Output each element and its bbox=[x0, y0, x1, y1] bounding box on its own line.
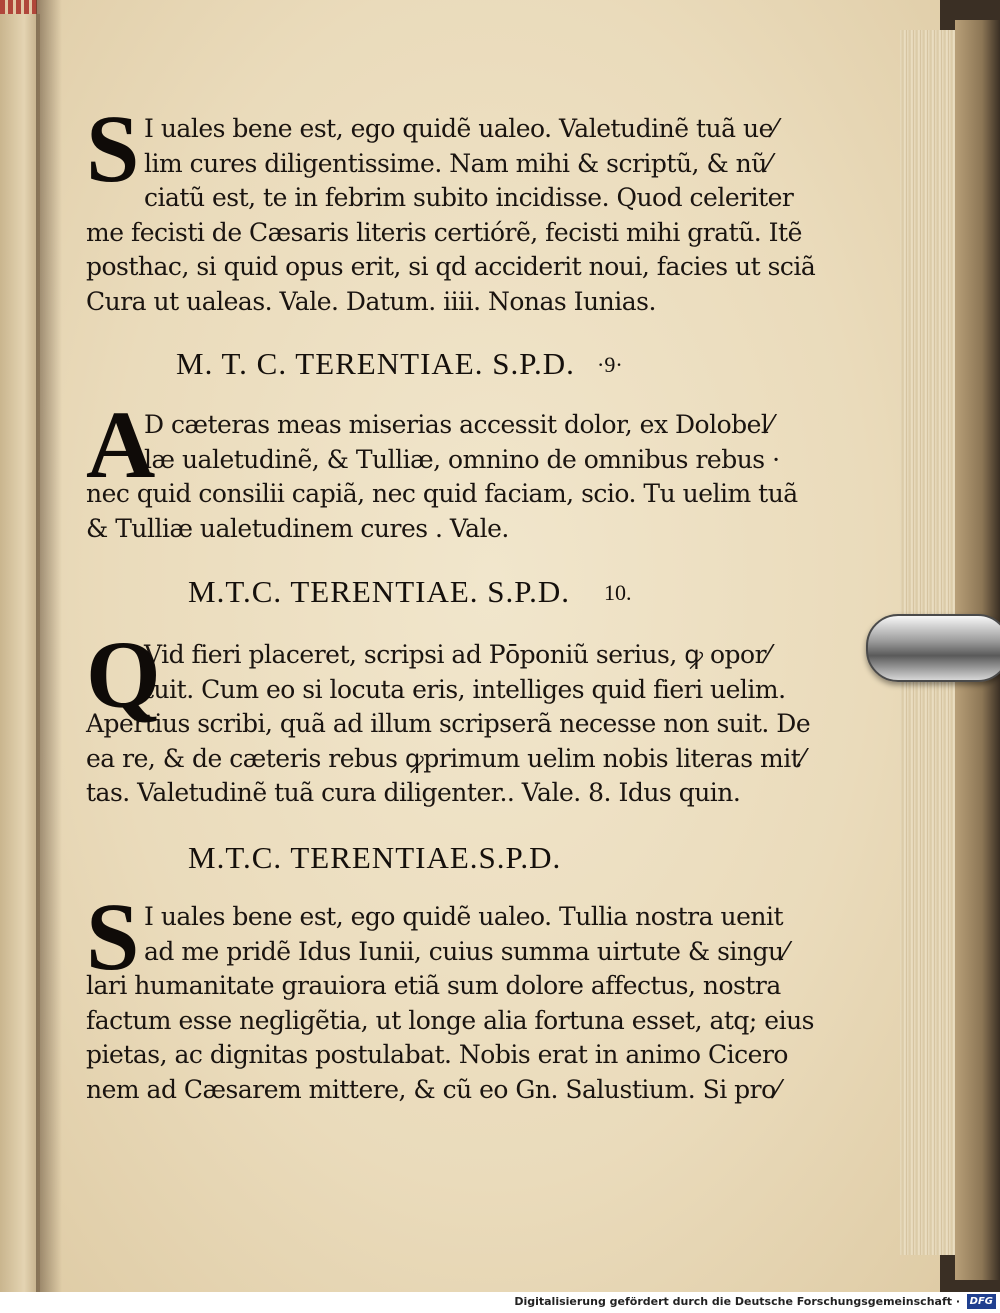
funding-notice: Digitalisierung gefördert durch die Deutsche Forschungsgemeinschaft · bbox=[514, 1295, 960, 1308]
text-line: læ ualetudinẽ, & Tulliæ, omnino de omnibus rebus · bbox=[144, 444, 780, 474]
page-clip bbox=[866, 614, 1000, 682]
text-line: ciatũ est, te in febrim subito incidisse. Quod celeriter bbox=[144, 183, 794, 212]
book-gutter bbox=[36, 0, 62, 1292]
drop-cap: S bbox=[86, 883, 140, 990]
letter-heading: M.T.C. TERENTIAE. S.P.D. bbox=[188, 574, 570, 609]
letter-number: 10. bbox=[604, 580, 632, 605]
text-line: tuit. Cum eo si locuta eris, intelliges quid fieri uelim. bbox=[144, 674, 786, 704]
text-line: & Tulliæ ualetudinem cures . Vale. bbox=[86, 513, 509, 543]
letter-3 bbox=[86, 621, 811, 811]
text-line: factum esse negligẽtia, ut longe alia fortuna esset, atq; eius bbox=[86, 1005, 815, 1035]
text-line: Cura ut ualeas. Vale. Datum. iiii. Nonas Iunias. bbox=[86, 286, 656, 316]
dfg-logo-icon: DFG bbox=[967, 1294, 996, 1309]
letter-heading: M. T. C. TERENTIAE. S.P.D. bbox=[176, 346, 575, 381]
text-line: lim cures diligentissime. Nam mihi & scriptũ, & nũ⁄ bbox=[144, 148, 771, 178]
footer-bar bbox=[0, 1292, 1000, 1313]
text-line: nem ad Cæsarem mittere, & cũ eo Gn. Salustium. Si pro⁄ bbox=[86, 1074, 780, 1104]
text-line: lari humanitate grauiora etiã sum dolore affectus, nostra bbox=[86, 971, 781, 1000]
text-line: Vid fieri placeret, scripsi ad Pōponiũ serius, ꝙ opor⁄ bbox=[144, 640, 770, 669]
letter-1 bbox=[86, 95, 816, 319]
text-line: nec quid consilii capiã, nec quid faciam, scio. Tu uelim tuã bbox=[86, 479, 798, 508]
text-line: me fecisti de Cæsaris literis certiórẽ, fecisti mihi gratũ. Itẽ bbox=[86, 217, 802, 247]
text-line: ea re, & de cæteris rebus ꝙprimum uelim nobis literas mit⁄ bbox=[86, 743, 804, 773]
drop-cap: S bbox=[86, 95, 140, 202]
letter-number: ·9· bbox=[597, 352, 623, 377]
letter-4 bbox=[86, 883, 815, 1107]
text-line: pietas, ac dignitas postulabat. Nobis erat in animo Cicero bbox=[86, 1040, 788, 1069]
text-line: D cæteras meas miserias accessit dolor, ex Dolobel⁄ bbox=[144, 410, 773, 439]
text-line: tas. Valetudinẽ tuã cura diligenter.. Vale. 8. Idus quin. bbox=[86, 778, 741, 807]
letter-2 bbox=[86, 391, 798, 546]
text-line: posthac, si quid opus erit, si qd acciderit noui, facies ut sciã bbox=[86, 252, 816, 281]
text-line: Apertius scribi, quã ad illum scripserã necesse non suit. De bbox=[86, 709, 811, 738]
text-line: I uales bene est, ego quidẽ ualeo. Tullia nostra uenit bbox=[144, 902, 784, 931]
text-line: ad me pridẽ Idus Iunii, cuius summa uirtute & singu⁄ bbox=[144, 936, 788, 966]
drop-cap: Q bbox=[86, 621, 161, 728]
drop-cap: A bbox=[86, 391, 156, 498]
text-line: I uales bene est, ego quidẽ ualeo. Valetudinẽ tuã ue⁄ bbox=[144, 114, 777, 143]
letter-heading: M.T.C. TERENTIAE.S.P.D. bbox=[188, 840, 562, 875]
